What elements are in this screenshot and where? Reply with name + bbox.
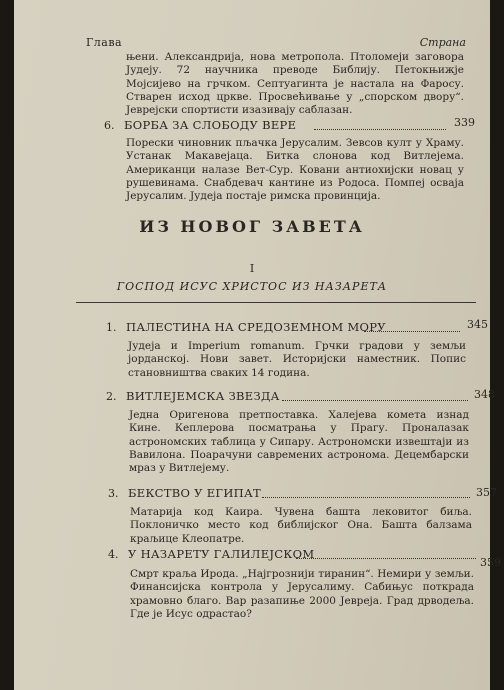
entry-3-description: Матарија код Каира. Чувена башта лековитог биља. Поклоничко место код библијског Она. Башта балзама краљице Клеопатре.: [130, 506, 472, 545]
entry-4-title: У НАЗАРЕТУ ГАЛИЛЕЈСКОМ: [128, 547, 315, 561]
entry-2-title: ВИТЛЕЈЕМСКА ЗВЕЗДА: [126, 389, 280, 403]
entry-1-page: 345: [467, 318, 488, 331]
entry-2-page: 348: [474, 388, 495, 401]
leader-dots: [314, 129, 446, 130]
entry-3-number: 3.: [108, 487, 119, 500]
section-rule: [76, 302, 476, 303]
header-page-label: Страна: [419, 36, 466, 49]
entry-4-page: 359: [480, 556, 501, 569]
entry-6-title: БОРБА ЗА СЛОБОДУ ВЕРЕ: [124, 118, 297, 132]
part-title: ГОСПОД ИСУС ХРИСТОС ИЗ НАЗАРЕТА: [116, 280, 388, 293]
entry-1-title: ПАЛЕСТИНА НА СРЕДОЗЕМНОМ МОРУ: [126, 320, 386, 334]
part-number: I: [249, 262, 255, 275]
continued-description: њени. Александрија, нова метропола. Птоломеји заговора Јудеју. 72 научника преводе Библију. Петокњижје Мојсијево на грчком. Септуагинта је настала на Фаросу. Стварен исход цркве. Просвећивање у „спорском двору“. Јеврејски спортисти изазивају саблазан.: [126, 51, 464, 117]
entry-1-description: Јудеја и Imperium romanum. Грчки градови у земљи јорданској. Нови завет. Историјски наместник. Попис становништва сваких 14 година.: [128, 340, 466, 379]
leader-dots: [282, 400, 468, 401]
entry-3-title: БЕКСТВО У ЕГИПАТ: [128, 486, 261, 500]
entry-2-description: Једна Оригенова претпоставка. Халејева комета изнад Кине. Кеплерова посматрања у Прагу. Проналазак астрономских таблица у Сипару. Астрономски извештаји из Вавилона. Поарачуни савремених астронома. Децембарски мраз у Витлејему.: [129, 409, 469, 475]
book-page: [14, 0, 501, 690]
entry-2-number: 2.: [106, 390, 117, 403]
leader-dots: [296, 558, 476, 559]
header-chapter-label: Глава: [86, 36, 123, 49]
entry-6-page: 339: [454, 116, 475, 129]
entry-3-page: 357: [476, 486, 497, 499]
entry-6-description: Порески чиновник пљачка Јерусалим. Зевсов култ у Храму. Устанак Макавејаца. Битка слонова код Витлејема. Американци налазе Вет-Сур. Ковани антиохијски новац у рушевинама. Снабдевач кантине из Родоса. Помпеј осваја Јерусалим. Јудеја постаје римска провинција.: [126, 137, 464, 203]
entry-6-number: 6.: [104, 119, 115, 132]
entry-4-number: 4.: [108, 548, 119, 561]
leader-dots: [262, 497, 470, 498]
entry-4-description: Смрт краља Ирода. „Најгрознији тиранин“. Немири у земљи. Финансијска контрола у Јерусалиму. Сабињус поткрада храмовно благо. Вар разапиње 2000 Јевреја. Град дрводеља. Где је Исус одрастао?: [130, 568, 474, 620]
leader-dots: [364, 331, 460, 332]
section-title: ИЗ НОВОГ ЗАВЕТА: [139, 217, 365, 236]
entry-1-number: 1.: [106, 321, 117, 334]
